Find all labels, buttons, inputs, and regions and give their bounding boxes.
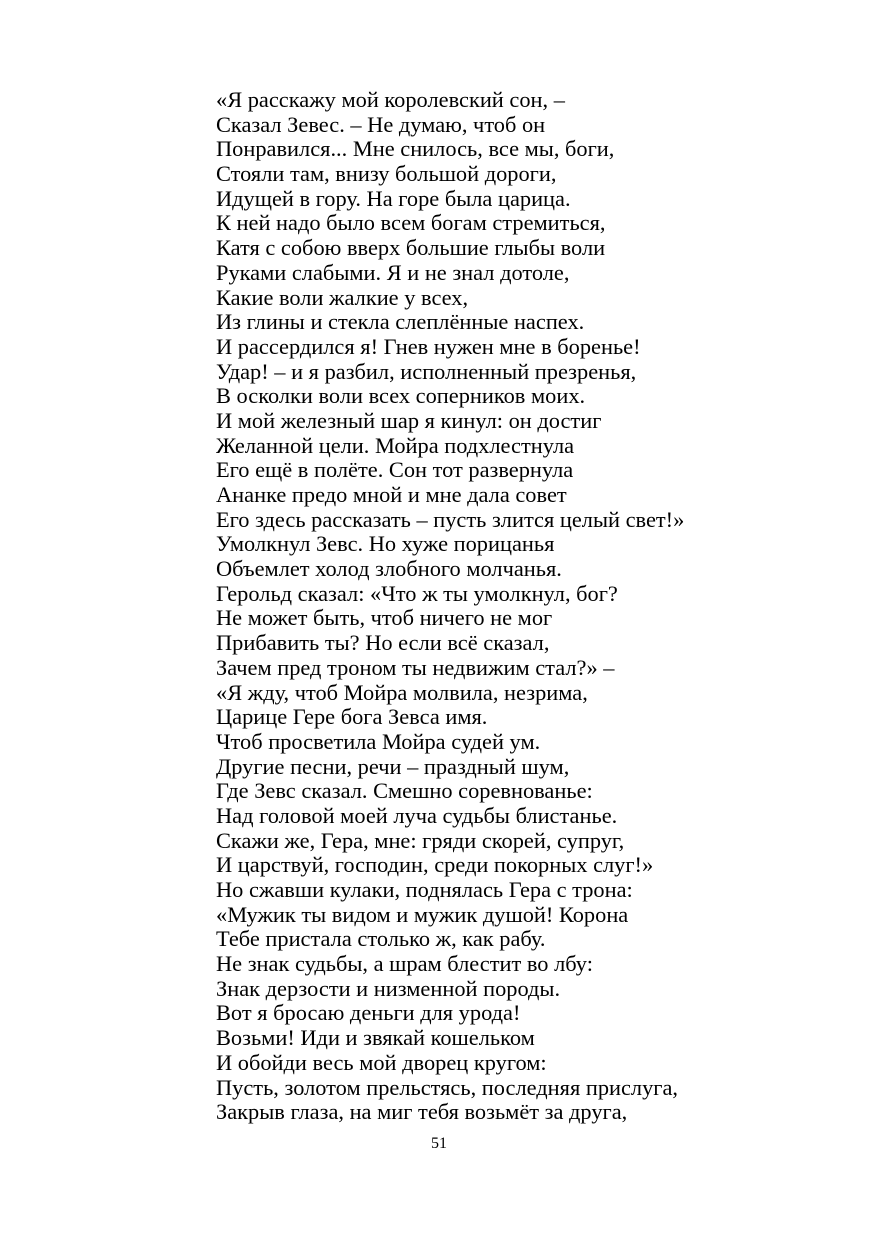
poem-line: Идущей в гору. На горе была царица.: [216, 185, 571, 211]
poem-line: Но сжавши кулаки, поднялась Гера с трона:: [216, 877, 633, 902]
poem-line: Вот я бросаю деньги для урода!: [216, 1000, 521, 1026]
poem-line: Понравился... Мне снилось, все мы, боги,: [216, 136, 615, 162]
poem-line: Скажи же, Гера, мне: гряди скорей, супруг,: [216, 827, 625, 853]
poem-line: Над головой моей луча судьбы блистанье.: [216, 802, 618, 828]
poem-line: Тебе пристала столько ж, как рабу.: [216, 926, 546, 952]
poem-line: К ней надо было всем богам стремиться,: [216, 210, 606, 236]
poem-line: Катя с собою вверх большие глыбы воли: [216, 235, 606, 261]
poem-line: Объемлет холод злобного молчанья.: [216, 556, 562, 582]
poem-line: Стояли там, внизу большой дороги,: [216, 161, 557, 187]
poem-line: «Я расскажу мой королевский сон, –: [216, 87, 565, 112]
poem-line: «Я жду, чтоб Мойра молвила, незрима,: [216, 679, 588, 705]
poem-line: Не знак судьбы, а шрам блестит во лбу:: [216, 951, 593, 977]
poem-line: Руками слабыми. Я и не знал дотоле,: [216, 259, 570, 285]
poem-line: Пусть, золотом прельстясь, последняя прислуга,: [216, 1074, 679, 1100]
poem-line: Какие воли жалкие у всех,: [216, 284, 469, 310]
poem-line: И мой железный шар я кинул: он достиг: [216, 407, 602, 433]
poem-line: Удар! – и я разбил, исполненный презренья,: [216, 358, 637, 384]
poem-line: Чтоб просветила Мойра судей ум.: [216, 728, 541, 754]
poem-line: И царствуй, господин, среди покорных слуг!»: [216, 852, 654, 878]
poem-line: Где Зевс сказал. Смешно соревнованье:: [216, 778, 593, 804]
poem-line: Другие песни, речи – праздный шум,: [216, 753, 570, 779]
poem-line: Его ещё в полёте. Сон тот развернула: [216, 457, 574, 483]
poem-line: Сказал Зевес. – Не думаю, чтоб он: [216, 111, 546, 137]
poem-line: Герольд сказал: «Что ж ты умолкнул, бог?: [216, 580, 618, 606]
poem-line: Царице Гере бога Зевса имя.: [216, 704, 488, 730]
poem-line: Умолкнул Зевс. Но хуже порицанья: [216, 531, 555, 557]
poem-line: Ананке предо мной и мне дала совет: [216, 482, 567, 507]
poem-text: [216, 88, 856, 1125]
poem-line: Прибавить ты? Но если всё сказал,: [216, 630, 550, 656]
poem-line: И рассердился я! Гнев нужен мне в боренье!: [216, 333, 641, 359]
poem-line: И обойди весь мой дворец кругом:: [216, 1049, 547, 1075]
poem-line: Закрыв глаза, на миг тебя возьмёт за друга,: [216, 1099, 628, 1125]
poem-line: «Мужик ты видом и мужик душой! Корона: [216, 901, 629, 927]
poem-line: Возьми! Иди и звякай кошельком: [216, 1025, 535, 1051]
poem-line: Знак дерзости и низменной породы.: [216, 975, 561, 1001]
poem-line: Желанной цели. Мойра подхлестнула: [216, 432, 575, 458]
poem-line: Из глины и стекла слеплённые наспех.: [216, 309, 585, 335]
poem-line: В осколки воли всех соперников моих.: [216, 383, 586, 409]
poem-line: Не может быть, чтоб ничего не мог: [216, 605, 553, 631]
poem-line: Зачем пред троном ты недвижим стал?» –: [216, 654, 615, 680]
poem-line: Его здесь рассказать – пусть злится целый свет!»: [216, 506, 685, 532]
page-number: 51: [431, 1135, 447, 1152]
